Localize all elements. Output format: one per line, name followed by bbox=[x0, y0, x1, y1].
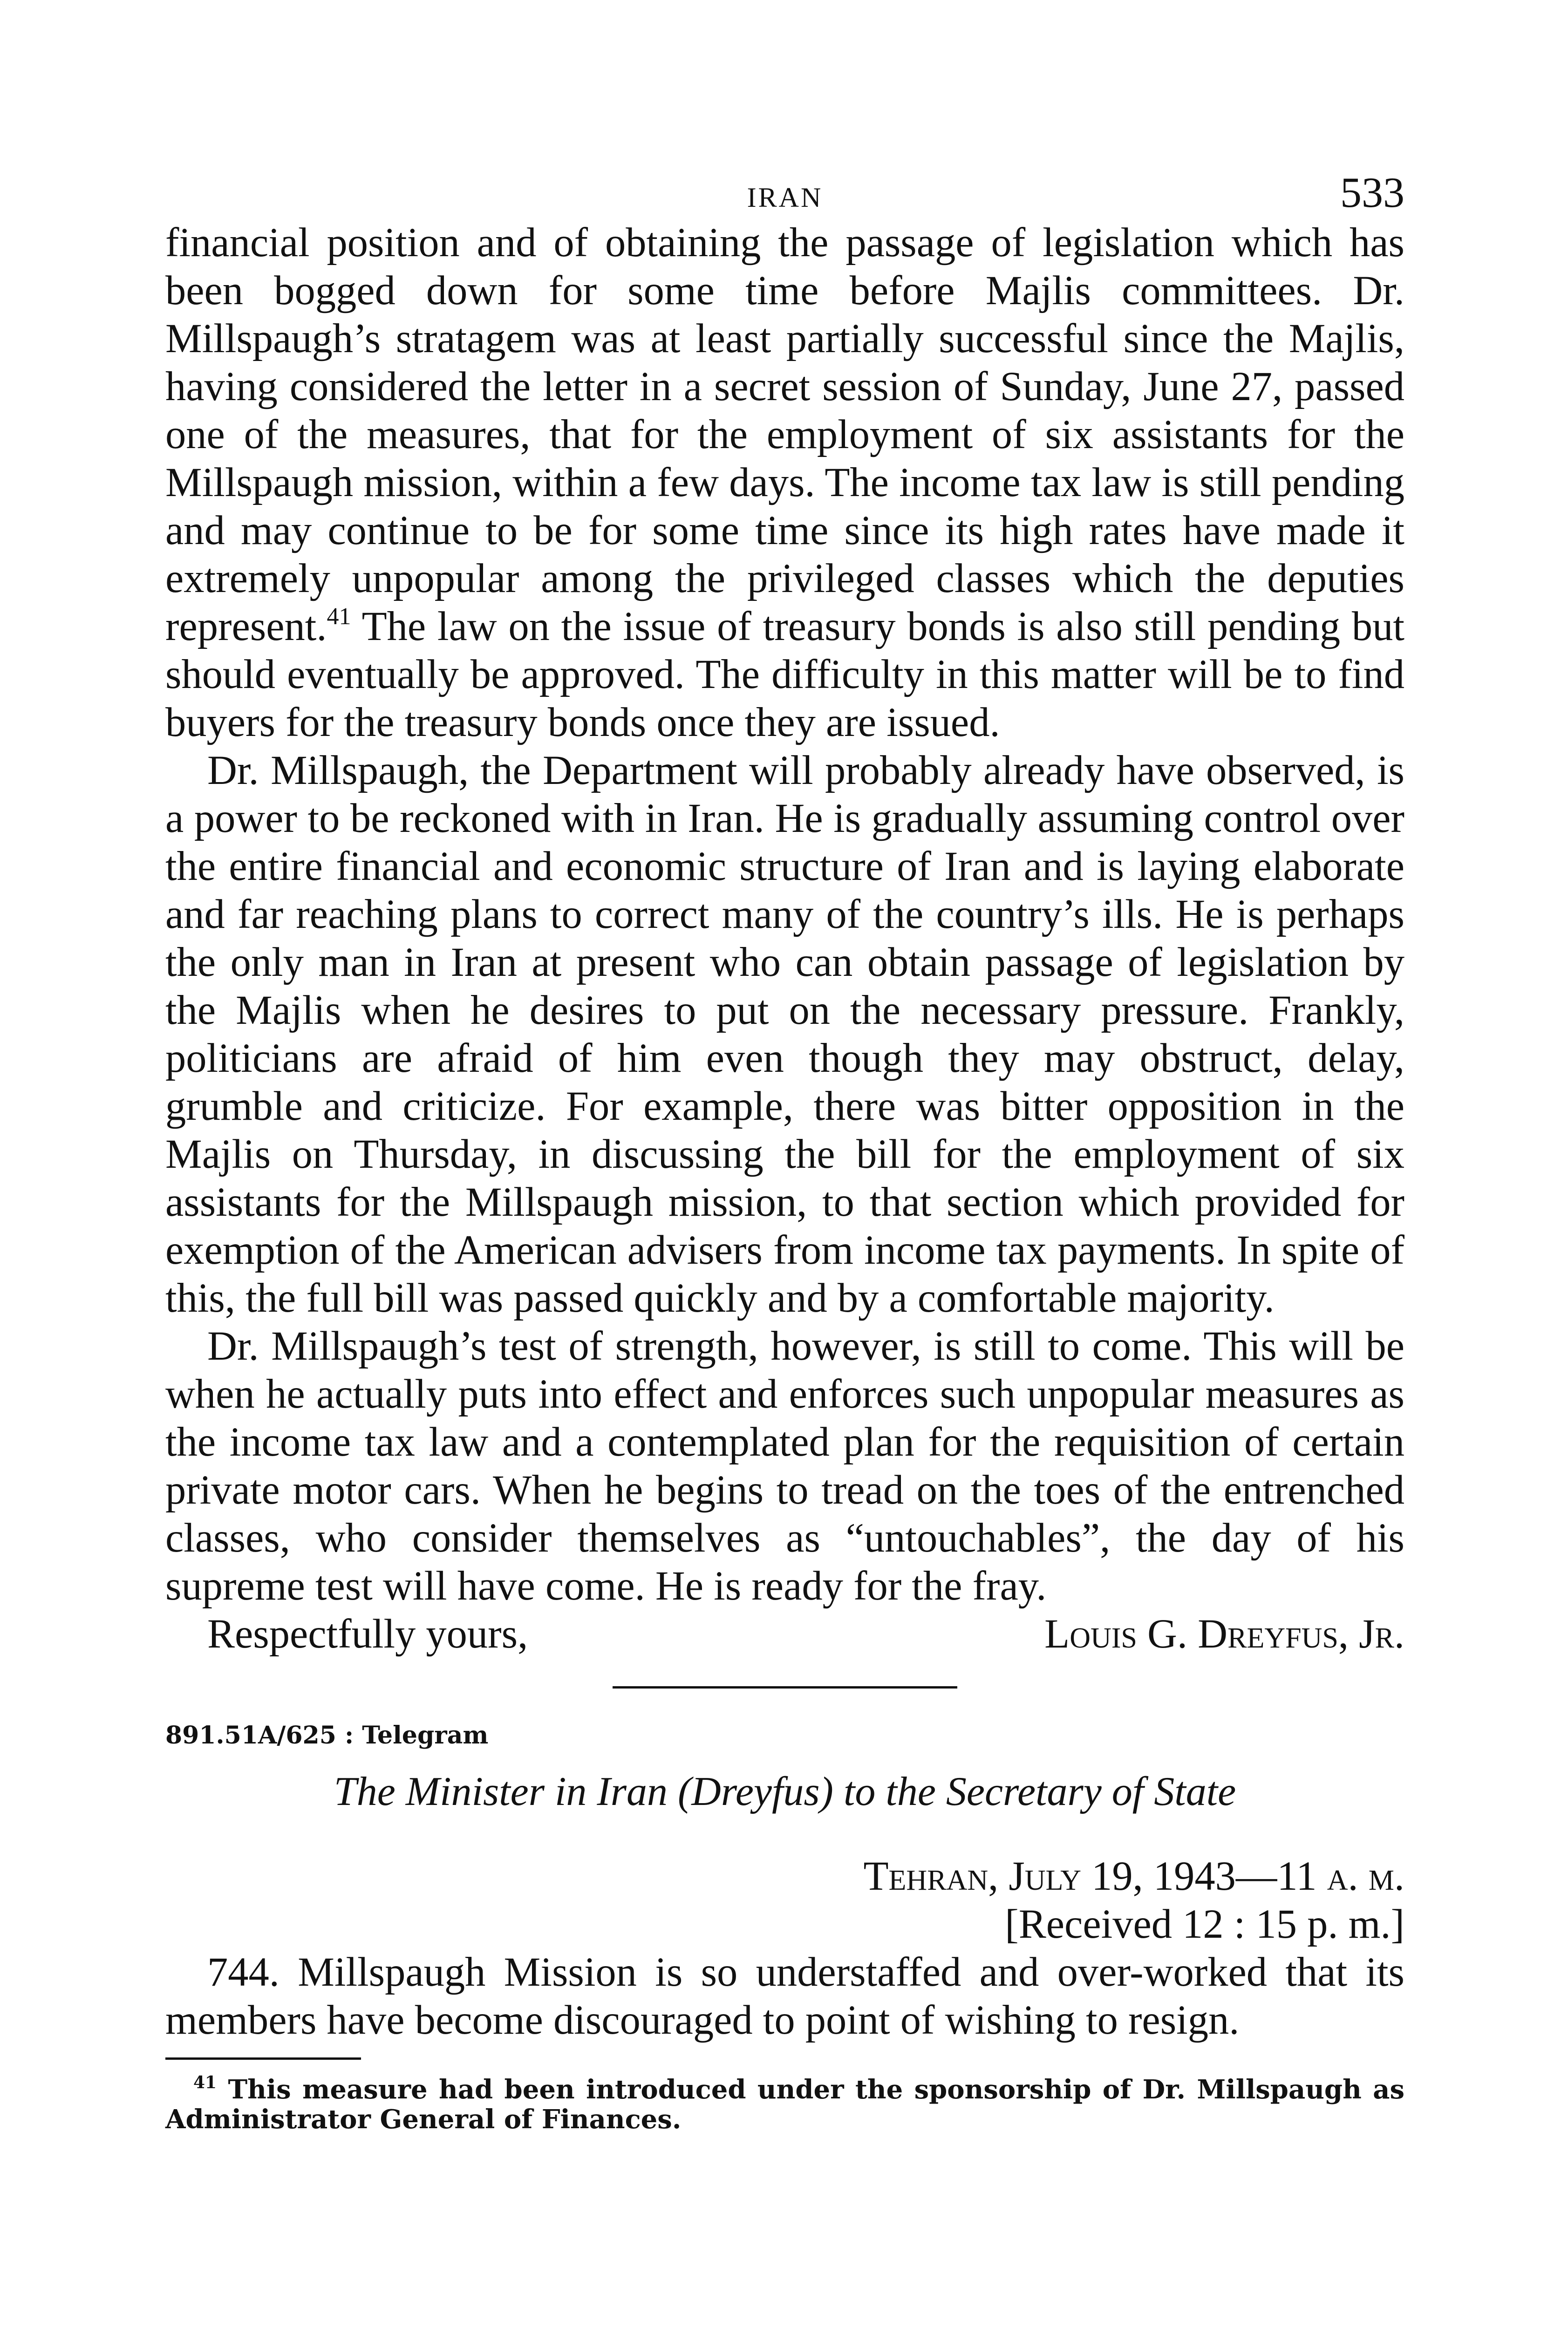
signature: Louis G. Dreyfus, Jr. bbox=[1044, 1611, 1404, 1657]
paragraph-test-of-strength: Dr. Millspaugh’s test of strength, however, is still to come. This will be when he actually puts into effect and enforces such unpopular measures as the income tax law and a contemplated plan for the requisition of certain private motor cars. When he begins to tread on the toes of the entrenched classes, who consider themselves as “untouchables”, the day of his supreme test will have come. He is ready for the fray. bbox=[165, 1323, 1404, 1609]
section-divider bbox=[613, 1686, 957, 1689]
paragraph-text: financial position and of obtaining the passage of legislation which has been bogged down for some time before Majlis committees. Dr. Millspaugh’s stratagem was at least partially successful since the Majlis, having considered the letter in a secret session of Sunday, June 27, passed one of the measures, that for the employment of six assistants for the Millspaugh mission, within a few days. The income tax law is still pending and may continue to be for some time since its high rates have made it extremely unpopular among the privileged classes which the deputies represent. bbox=[165, 220, 1404, 649]
telegram-body: 744. Millspaugh Mission is so understaffed and over-worked that its members have become discouraged to point of wishing to resign. bbox=[165, 1949, 1404, 2043]
dateline: Tehran, July 19, 1943—11 a. m. bbox=[863, 1853, 1404, 1899]
letter-closing bbox=[165, 1610, 1404, 1658]
running-title: IRAN bbox=[747, 182, 823, 213]
footnote-text: This measure had been introduced under the sponsorship of Dr. Millspaugh as Administrator General of Finances. bbox=[165, 2074, 1404, 2135]
salutation: Respectfully yours, bbox=[207, 1611, 528, 1657]
paragraph-millspaugh-power: Dr. Millspaugh, the Department will probably already have observed, is a power to be reckoned with in Iran. He is gradually assuming control over the entire financial and economic structure of Iran and is laying elaborate and far reaching plans to correct many of the country’s ills. He is perhaps the only man in Iran at present who can obtain passage of legislation by the Majlis when he desires to put on the necessary pressure. Frankly, politicians are afraid of him even though they may obstruct, delay, grumble and criticize. For example, there was bitter opposition in the Majlis on Thursday, in discussing the bill for the employment of six assistants for the Millspaugh mission, to that section which provided for exemption of the American advisers from income tax payments. In spite of this, the full bill was passed quickly and by a comfortable majority. bbox=[165, 748, 1404, 1321]
paragraph-continuation bbox=[165, 219, 1404, 747]
document-page bbox=[165, 168, 1404, 2134]
page-number: 533 bbox=[1340, 169, 1404, 216]
footnote-marker: 41 bbox=[193, 2073, 217, 2092]
footnote-reference[interactable]: 41 bbox=[327, 603, 351, 630]
document-title: The Minister in Iran (Dreyfus) to the Secretary of State bbox=[334, 1769, 1236, 1814]
footnote-rule bbox=[165, 2057, 361, 2060]
document-reference: 891.51A/625 : Telegram bbox=[165, 1721, 489, 1750]
footnote bbox=[165, 2075, 1404, 2134]
paragraph-text: The law on the issue of treasury bonds is also still pending but should eventually be approved. The difficulty in this matter will be to find buyers for the treasury bonds once they are issued. bbox=[165, 604, 1404, 745]
received-time: [Received 12 : 15 p. m.] bbox=[1005, 1901, 1404, 1947]
running-head bbox=[165, 168, 1404, 219]
